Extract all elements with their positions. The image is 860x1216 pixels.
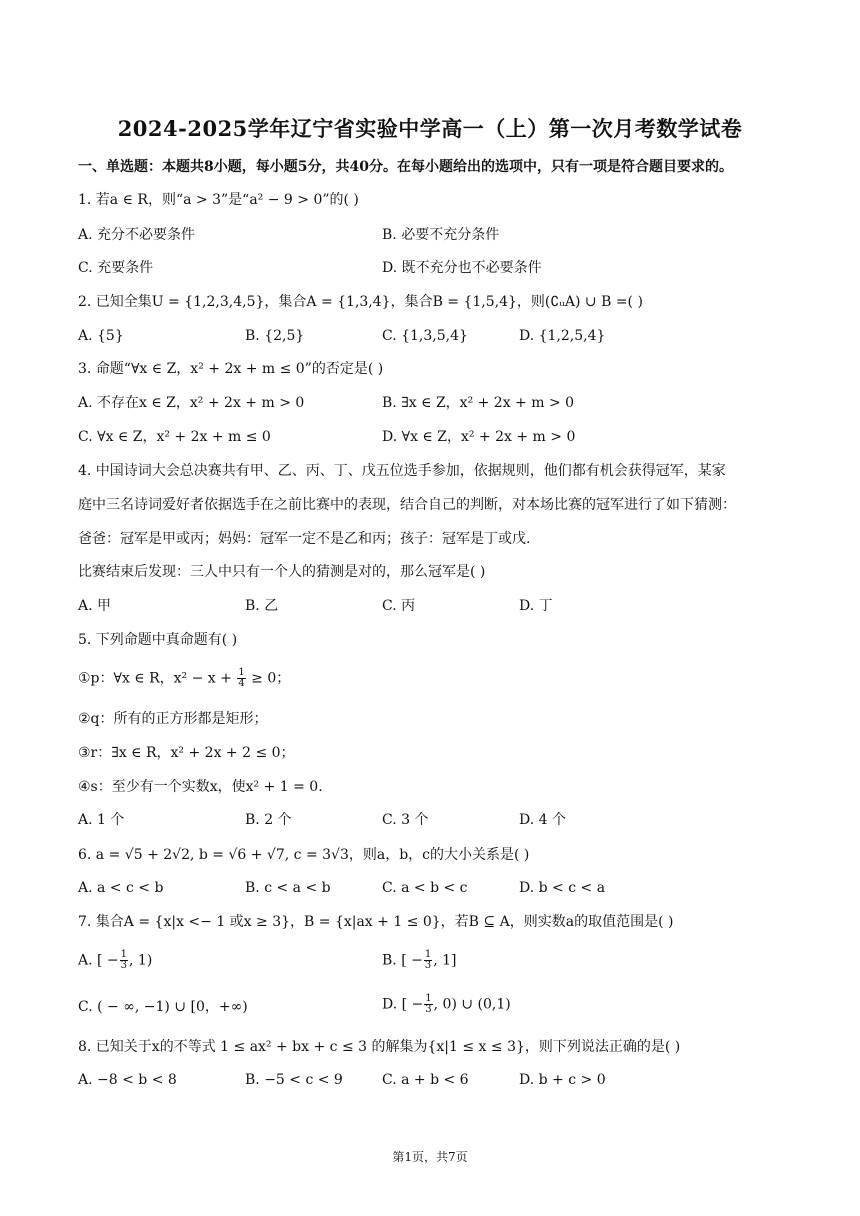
question-8-option-a: A. −8 < b < 8: [78, 1072, 177, 1088]
question-5-option-c: C. 3 个: [382, 812, 429, 828]
option-b-tail: , 1]: [433, 952, 457, 969]
question-2-option-c: C. {1,3,5,4}: [382, 328, 468, 344]
fraction-denominator: 3: [120, 960, 128, 971]
question-6-stem: 6. a = √5 + 2√2, b = √6 + √7, c = 3√3，则a，b，c的大小关系是( ): [78, 847, 530, 863]
question-1-option-a: A. 充分不必要条件: [78, 227, 196, 243]
question-5-stem: 5. 下列命题中真命题有( ): [78, 632, 238, 648]
question-8-option-b: B. −5 < c < 9: [245, 1072, 343, 1088]
question-5-item-1-head: ①p：∀x ∈ R，x² − x +: [78, 670, 237, 687]
question-3-option-d: D. ∀x ∈ Z，x² + 2x + m > 0: [382, 429, 576, 445]
question-4-stem-line-1: 4. 中国诗词大会总决赛共有甲、乙、丙、丁、戊五位选手参加，依据规则，他们都有机会获得冠军，某家: [78, 463, 726, 479]
fraction-one-third: [424, 950, 432, 971]
question-4-stem-line-2: 庭中三名诗词爱好者依据选手在之前比赛中的表现，结合自己的判断，对本场比赛的冠军进行了如下猜测：: [78, 497, 736, 513]
question-6-option-d: D. b < c < a: [519, 880, 606, 896]
question-3-option-b: B. ∃x ∈ Z，x² + 2x + m > 0: [382, 395, 575, 411]
option-b-head: B. [ −: [382, 952, 423, 969]
question-5-option-b: B. 2 个: [245, 812, 292, 828]
question-8-stem: 8. 已知关于x的不等式 1 ≤ ax² + bx + c ≤ 3 的解集为{x|1 ≤ x ≤ 3}，则下列说法正确的是( ): [78, 1039, 681, 1055]
question-3-option-a: A. 不存在x ∈ Z，x² + 2x + m > 0: [78, 395, 305, 411]
question-3-option-c: C. ∀x ∈ Z，x² + 2x + m ≤ 0: [78, 429, 271, 445]
question-7-option-b: [382, 950, 457, 971]
question-2-stem: 2. 已知全集U = {1,2,3,4,5}，集合A = {1,3,4}，集合B = {1,5,4}，则(∁ᵤA) ∪ B =( ): [78, 294, 643, 310]
question-2-option-a: A. {5}: [78, 328, 124, 344]
question-2-option-d: D. {1,2,5,4}: [519, 328, 606, 344]
question-4-option-b: B. 乙: [245, 598, 279, 614]
fraction-one-quarter: [237, 668, 245, 689]
question-6-option-a: A. a < c < b: [78, 880, 164, 896]
fraction-numerator: 1: [425, 993, 432, 1004]
fraction-denominator: 3: [424, 960, 432, 971]
page-title: 2024-2025学年辽宁省实验中学高一（上）第一次月考数学试卷: [117, 116, 743, 141]
question-4-stem-line-4: 比赛结束后发现：三人中只有一个人的猜测是对的，那么冠军是( ): [78, 564, 486, 580]
question-1-stem: 1. 若a ∈ R，则“a > 3”是“a² − 9 > 0”的( ): [78, 192, 359, 208]
question-7-stem: 7. 集合A = {x|x <− 1 或x ≥ 3}，B = {x|ax + 1 ≤ 0}，若B ⊆ A，则实数a的取值范围是( ): [78, 914, 674, 930]
fraction-one-third: [424, 994, 432, 1015]
option-d-tail: , 0) ∪ (0,1): [433, 996, 511, 1013]
page-footer: 第1页，共7页: [392, 1150, 468, 1164]
question-5-item-1: [78, 668, 290, 689]
question-5-item-4: ④s：至少有一个实数x，使x² + 1 = 0.: [78, 779, 323, 795]
question-4-option-c: C. 丙: [382, 598, 416, 614]
section-heading: 一、单选题：本题共8小题，每小题5分，共40分。在每小题给出的选项中，只有一项是符合题目要求的。: [78, 159, 733, 175]
fraction-numerator: 1: [238, 667, 245, 678]
question-5-option-d: D. 4 个: [519, 812, 566, 828]
question-4-option-d: D. 丁: [519, 598, 553, 614]
question-1-option-c: C. 充要条件: [78, 260, 154, 276]
question-1-option-b: B. 必要不充分条件: [382, 227, 500, 243]
question-7-option-a: [78, 950, 152, 971]
fraction-one-third: [120, 950, 128, 971]
question-8-option-c: C. a + b < 6: [382, 1072, 469, 1088]
question-6-option-c: C. a < b < c: [382, 880, 468, 896]
question-2-option-b: B. {2,5}: [245, 328, 305, 344]
question-5-item-1-tail: ≥ 0；: [246, 670, 291, 687]
option-a-head: A. [ −: [78, 952, 119, 969]
fraction-numerator: 1: [120, 949, 128, 960]
question-4-option-a: A. 甲: [78, 598, 112, 614]
question-5-item-3: ③r：∃x ∈ R，x² + 2x + 2 ≤ 0；: [78, 745, 295, 761]
option-a-tail: , 1): [129, 952, 153, 969]
question-5-option-a: A. 1 个: [78, 812, 125, 828]
fraction-numerator: 1: [424, 949, 432, 960]
question-6-option-b: B. c < a < b: [245, 880, 331, 896]
fraction-denominator: 4: [238, 678, 245, 689]
question-8-option-d: D. b + c > 0: [519, 1072, 606, 1088]
question-7-option-c: C. ( − ∞, −1) ∪ [0，+∞): [78, 999, 248, 1015]
fraction-denominator: 3: [425, 1004, 432, 1015]
question-5-item-2: ②q：所有的正方形都是矩形；: [78, 711, 268, 727]
question-3-stem: 3. 命题“∀x ∈ Z，x² + 2x + m ≤ 0”的否定是( ): [78, 361, 384, 377]
question-4-stem-line-3: 爸爸：冠军是甲或丙；妈妈：冠军一定不是乙和丙；孩子：冠军是丁或戊.: [78, 531, 531, 547]
question-7-option-d: [382, 994, 511, 1015]
option-d-head: D. [ −: [382, 996, 424, 1013]
question-1-option-d: D. 既不充分也不必要条件: [382, 260, 542, 276]
